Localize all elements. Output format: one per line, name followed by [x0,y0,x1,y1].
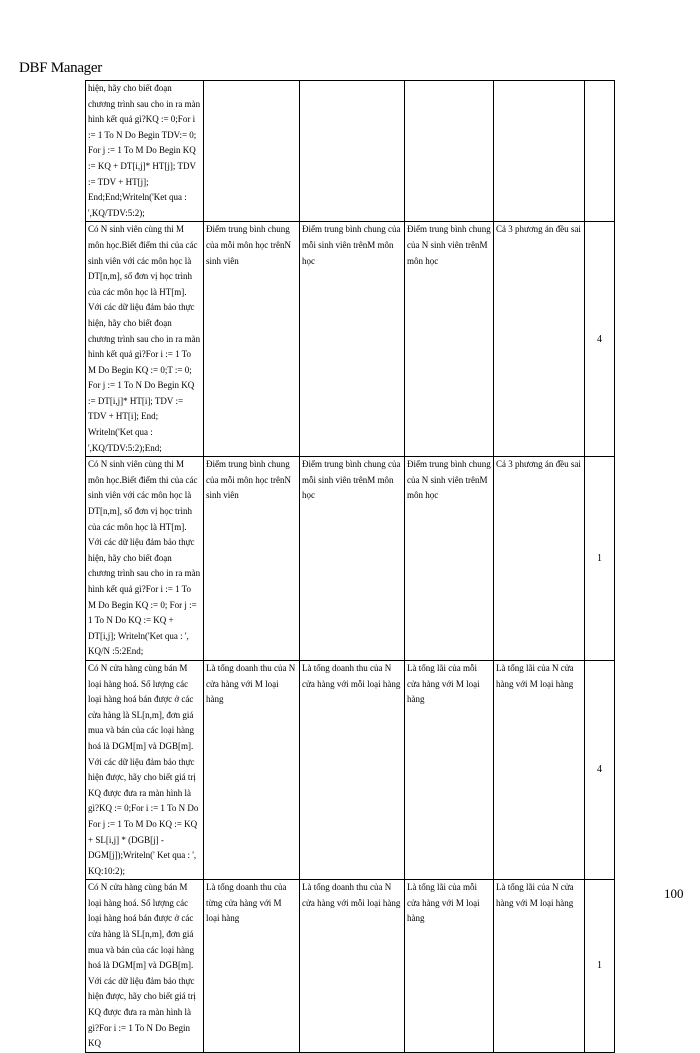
table-row [86,222,615,457]
app-header-title: DBF Manager [19,60,102,76]
option-b-cell: Điểm trung bình chung của mỗi sinh viên trênM môn học [300,457,405,661]
option-b-cell: Là tổng doanh thu của N cửa hàng với mỗi loại hàng [300,880,405,1053]
option-d-cell: Là tổng lãi của N cửa hàng với M loại hàng [494,880,585,1053]
option-c-cell [405,81,494,222]
question-cell: Có N sinh viên cùng thi M môn học.Biết điểm thi của các sinh viên với các môn học là DT[n,m], số đơn vị học trình của các môn học là HT[m]. Với các dữ liệu đảm bảo thực hiện, hãy cho biết đoạn chương trình sau cho in ra màn hình kết quả gì?For i := 1 To M Do Begin KQ := 0; For j := 1 To N Do KQ := KQ + DT[i,j]; Writeln('Ket qua : ', KQ/N :5:2End; [86,457,204,661]
table-row [86,81,615,222]
option-a-cell: Điểm trung bình chung của mỗi môn học trênN sinh viên [204,222,300,457]
question-cell: Có N cửa hàng cùng bán M loại hàng hoá. Số lượng các loại hàng hoá bán được ở các cửa hàng là SL[n,m], đơn giá mua và bán của các loại hàng hoá là DGM[m] và DGB[m]. Với các dữ liệu đảm bảo thực hiện được, hãy cho biết giá trị KQ được đưa ra màn hình là gì?For i := 1 To N Do Begin KQ [86,880,204,1053]
option-c-cell: Là tổng lãi của mỗi cửa hàng với M loại hàng [405,660,494,879]
option-c-cell: Điểm trung bình chung của N sinh viên trênM môn học [405,457,494,661]
question-cell: hiện, hãy cho biết đoạn chương trình sau cho in ra màn hình kết quả gì?KQ := 0;For i := 1 To N Do Begin TDV:= 0; For j := 1 To M Do Begin KQ := KQ + DT[i,j]* HT[j]; TDV := TDV + HT[j]; End;End;Writeln('Ket qua : ',KQ/TDV:5:2); [86,81,204,222]
answer-cell: 4 [585,660,615,879]
option-c-cell: Là tổng lãi của mỗi cửa hàng với M loại hàng [405,880,494,1053]
answer-cell: 1 [585,880,615,1053]
table-row [86,457,615,661]
option-d-cell [494,81,585,222]
table-row [86,660,615,879]
answer-cell: 1 [585,457,615,661]
question-cell: Có N sinh viên cùng thi M môn học.Biết điểm thi của các sinh viên với các môn học là DT[n,m], số đơn vị học trình của các môn học là HT[m]. Với các dữ liệu đảm bảo thực hiện, hãy cho biết đoạn chương trình sau cho in ra màn hình kết quả gì?For i := 1 To M Do Begin KQ := 0;T := 0; For j := 1 To N Do Begin KQ := DT[i,j]* HT[i]; TDV := TDV + HT[i]; End; Writeln('Ket qua : ',KQ/TDV:5:2);End; [86,222,204,457]
option-b-cell: Điểm trung bình chung của mỗi sinh viên trênM môn học [300,222,405,457]
option-a-cell: Là tổng doanh thu của từng cửa hàng với M loại hàng [204,880,300,1053]
option-d-cell: Là tổng lãi của N cửa hàng với M loại hàng [494,660,585,879]
option-a-cell: Điểm trung bình chung của mỗi môn học trênN sinh viên [204,457,300,661]
page-number: 100 [664,886,684,901]
question-cell: Có N cửa hàng cùng bán M loại hàng hoá. Số lượng các loại hàng hoá bán được ở các cửa hàng là SL[n,m], đơn giá mua và bán của các loại hàng hoá là DGM[m] và DGB[m]. Với các dữ liệu đảm bảo thực hiện được, hãy cho biết giá trị KQ được đưa ra màn hình là gì?KQ := 0;For i := 1 To N Do For j := 1 To M Do KQ := KQ + SL[i,j] * (DGB[j] - DGM[j]);Writeln(' Ket qua : ', KQ:10:2); [86,660,204,879]
option-d-cell: Cả 3 phương án đều sai [494,457,585,661]
option-d-cell: Cả 3 phương án đều sai [494,222,585,457]
answer-cell: 4 [585,222,615,457]
option-a-cell: Là tổng doanh thu của N cửa hàng với M loại hàng [204,660,300,879]
option-b-cell: Là tổng doanh thu của N cửa hàng với mỗi loại hàng [300,660,405,879]
option-b-cell [300,81,405,222]
question-table [85,80,615,1053]
table-row [86,880,615,1053]
option-c-cell: Điểm trung bình chung của N sinh viên trênM môn học [405,222,494,457]
answer-cell [585,81,615,222]
option-a-cell [204,81,300,222]
